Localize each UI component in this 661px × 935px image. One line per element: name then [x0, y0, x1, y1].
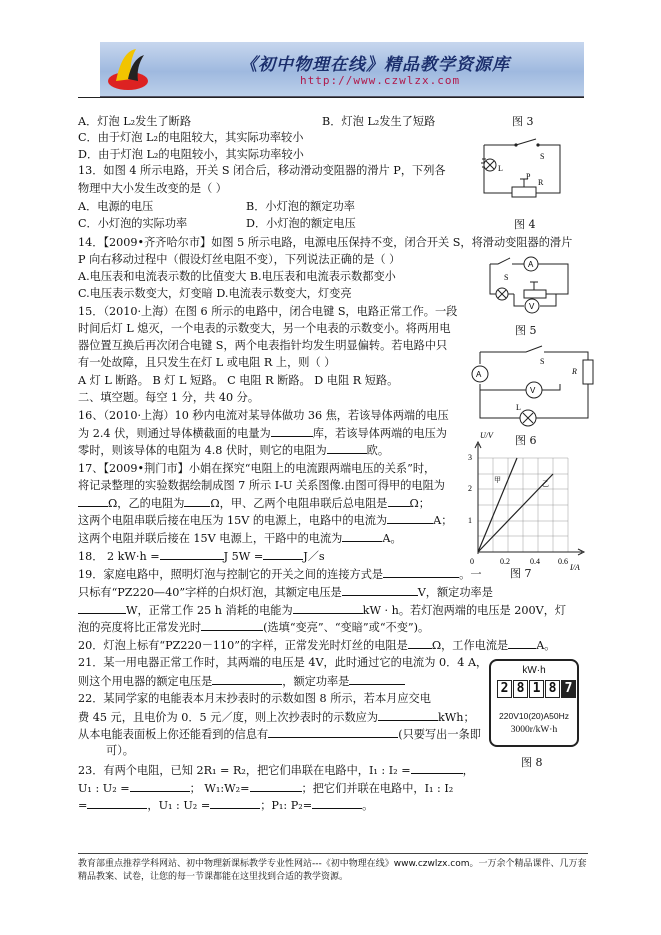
fig6-label-v: V — [530, 386, 536, 395]
q19-blank-2[interactable] — [342, 584, 418, 596]
fig7-ytick-3: 3 — [468, 453, 472, 462]
banner-title: 《初中物理在线》精品教学资源库 — [240, 55, 510, 75]
q13-stem-2: 物理中大小发生改变的是（ ） — [78, 182, 227, 195]
fig7-xtick-0: 0 — [470, 557, 474, 566]
footer-text: 教育部重点推荐学科网站、初中物理新课标教学专业性网站---《初中物理在线》www.czwlzx.com。一万余个精品课件、几万套精品教案、试卷，让您的每一节课都能在这里找到合适的教学资源。 — [78, 859, 587, 882]
fig6-label-a: A — [476, 370, 482, 379]
q14-stem-2: P 向右移动过程中（假设灯丝电阻不变），下列说法正确的是（ ） — [78, 253, 401, 266]
q15-stem-2: 时间后灯 L 熄灭，一个电表的示数变大，另一个电表的示数变小。将两用电 — [78, 322, 451, 335]
q19-blank-4[interactable] — [293, 602, 363, 614]
fig3-caption: 图 3 — [512, 115, 534, 128]
q18-blank-2[interactable] — [263, 548, 303, 560]
fig4-label-l: L — [498, 164, 503, 173]
fig6-caption: 图 6 — [515, 434, 537, 447]
fig6-circuit-diagram — [470, 340, 600, 430]
q23-stem-3: = ，U₁ : U₂ = ；P₁: P₂= 。 — [78, 799, 374, 812]
q22-stem-3: 从本电能表面板上你还能看到的信息有 (只要写出一条即 — [78, 728, 481, 741]
fig7-line-yi: 乙 — [542, 480, 549, 488]
fig7-xtick-06: 0.6 — [558, 557, 568, 566]
q22-stem-2: 费 45 元，且电价为 0．5 元／度，则上次抄表时的示数应为 kWh； — [78, 711, 475, 724]
fig5-label-s: S — [504, 273, 509, 282]
meter-digit: 8 — [545, 680, 560, 698]
q17-stem-2: 将记录整理的实验数据绘制成图 7 所示 I-U 关系图像.由图可得甲的电阻为 — [78, 479, 445, 492]
footer-rule — [78, 853, 588, 854]
q13-option-c: C．小灯泡的实际功率 — [78, 217, 188, 230]
fig7-xtick-04: 0.4 — [530, 557, 540, 566]
q19-blank-3[interactable] — [78, 602, 126, 614]
q23-blank-5[interactable] — [210, 797, 260, 809]
q21-stem-1: 21．某一用电器正常工作时，其两端的电压是 4V，此时通过它的电流为 0．4 A， — [78, 656, 488, 669]
q18-blank-1[interactable] — [160, 548, 224, 560]
q20-blank-1[interactable] — [408, 637, 432, 649]
q13-option-d: D．小灯泡的额定电压 — [246, 217, 356, 230]
q19-blank-5[interactable] — [201, 619, 263, 631]
fig7-caption: 图 7 — [510, 567, 532, 580]
q22-blank-1[interactable] — [378, 709, 438, 721]
fig7-y-axis-label: U/V — [480, 431, 493, 440]
meter-digit: 2 — [497, 680, 512, 698]
q14-options-ab: A.电压表和电流表示数的比值变大 B.电压表和电流表示数都变小 — [78, 270, 396, 283]
meter-digit: 8 — [513, 680, 528, 698]
fig7-line-jia: 甲 — [494, 476, 501, 484]
q19-stem-2: 只标有“PZ220—40”字样的白炽灯泡，其额定电压是 V，额定功率是 — [78, 586, 493, 599]
fig4-circuit-diagram — [476, 135, 566, 215]
q19-stem-1: 19．家庭电路中，照明灯泡与控制它的开关之间的连接方式是 。一 — [78, 568, 482, 581]
q17-blank-2[interactable] — [184, 495, 210, 507]
fig7-ui-graph — [458, 424, 588, 576]
q15-stem-1: 15．（2010·上海）在图 6 所示的电路中，闭合电键 S，电路正常工作。一段 — [78, 305, 458, 318]
q14-stem-1: 14．【2009•齐齐哈尔市】如图 5 所示电路，电源电压保持不变，闭合开关 S，将滑动变阻器的滑片 — [78, 236, 573, 249]
fig4-label-s: S — [540, 152, 545, 161]
fig4-label-p: P — [526, 172, 531, 181]
fig5-circuit-diagram — [484, 254, 576, 324]
fig7-ytick-2: 2 — [468, 484, 472, 493]
q23-blank-4[interactable] — [87, 797, 147, 809]
q23-blank-6[interactable] — [312, 797, 362, 809]
q16-stem-3: 零时，则该导体的电阻为 4.8 伏时，则它的电阻为 欧。 — [78, 444, 390, 457]
section-2-heading: 二、填空题。每空 1 分，共 40 分。 — [78, 391, 260, 404]
q22-stem-1: 22．某同学家的电能表本月末抄表时的示数如图 8 所示，若本月应交电 — [78, 692, 431, 705]
meter-rating: 220V10(20)A50Hz — [499, 711, 569, 721]
fig5-caption: 图 5 — [515, 324, 537, 337]
q17-stem-4: 这两个电阻串联后接在电压为 15V 的电源上，电路中的电流为 A； — [78, 514, 453, 527]
fig6-label-r: R — [572, 367, 577, 376]
q23-blank-2[interactable] — [130, 780, 190, 792]
q12-option-b: B．灯泡 L₂发生了短路 — [322, 115, 436, 128]
fig5-label-v: V — [529, 302, 535, 311]
q16-blank-1[interactable] — [271, 425, 313, 437]
q21-blank-1[interactable] — [212, 673, 282, 685]
q12-option-c: C．由于灯泡 L₂的电阻较大，其实际功率较小 — [78, 131, 304, 144]
site-logo-icon — [106, 45, 150, 91]
q12-option-a: A．灯泡 L₂发生了断路 — [78, 115, 192, 128]
meter-digit: 1 — [529, 680, 544, 698]
q14-options-cd: C.电压表示数变大，灯变暗 D.电流表示数变大，灯变亮 — [78, 287, 352, 300]
meter-constant: 3000r/kW·h — [510, 725, 558, 735]
q17-blank-5[interactable] — [342, 530, 382, 542]
q16-stem-2: 为 2.4 伏，则通过导体横截面的电量为 库，若该导体两端的电压为 — [78, 427, 447, 440]
q15-stem-4: 有一处故障，且只发生在灯 L 或电阻 R 上，则（ ） — [78, 356, 336, 369]
fig5-label-a: A — [528, 260, 534, 269]
fig8-caption: 图 8 — [521, 756, 543, 769]
meter-unit: kW·h — [522, 665, 546, 676]
q23-stem-1: 23．有两个电阻，已知 2R₁ = R₂，把它们串联在电路中，I₁ : I₂ = ， — [78, 764, 474, 777]
q18-stem: 18． 2 kW·h = J 5W = J／s — [78, 550, 325, 563]
meter-reading — [497, 680, 576, 698]
q20-blank-2[interactable] — [508, 637, 536, 649]
q13-stem-1: 13．如图 4 所示电路，开关 S 闭合后，移动滑动变阻器的滑片 P，下列各 — [78, 164, 446, 177]
q12-option-d: D．由于灯泡 L₂的电阻较小，其实际功率较小 — [78, 148, 304, 161]
q22-blank-2[interactable] — [268, 726, 398, 738]
q17-blank-4[interactable] — [387, 512, 433, 524]
q23-blank-1[interactable] — [411, 762, 463, 774]
q13-option-a: A．电源的电压 — [78, 200, 154, 213]
q21-blank-2[interactable] — [349, 673, 405, 685]
q20-stem: 20．灯泡上标有“PZ220－110”的字样，正常发光时灯丝的电阻是 Ω，工作电流是 A。 — [78, 639, 556, 652]
q17-stem-3: Ω，乙的电阻为 Ω，甲、乙两个电阻串联后总电阻是 Ω； — [78, 495, 430, 511]
fig6-label-s: S — [540, 357, 545, 366]
banner-url[interactable]: http://www.czwlzx.com — [300, 74, 461, 87]
q15-options: A 灯 L 断路。 B 灯 L 短路。 C 电阻 R 断路。 D 电阻 R 短路。 — [78, 374, 399, 387]
fig4-label-r: R — [538, 178, 544, 187]
q17-stem-1: 17、【2009•荆门市】小娟在探究“电阻上的电流跟两端电压的关系”时， — [78, 462, 436, 475]
meter-digit-decimal: 7 — [561, 680, 576, 698]
q16-stem-1: 16、（2010·上海）10 秒内电流对某导体做功 36 焦，若该导体两端的电压 — [78, 409, 449, 422]
q19-stem-4: 泡的亮度将比正常发光时 (选填“变亮”、“变暗”或“不变”)。 — [78, 621, 430, 634]
q13-option-b: B．小灯泡的额定功率 — [246, 200, 355, 213]
q17-stem-5: 这两个电阻并联后接在 15V 电源上，干路中的电流为 A。 — [78, 532, 402, 545]
site-banner — [100, 42, 584, 98]
fig7-x-axis-label: I/A — [570, 563, 580, 572]
q23-blank-3[interactable] — [250, 780, 302, 792]
fig7-ytick-1: 1 — [468, 516, 472, 525]
q19-stem-3: W，正常工作 25 h 消耗的电能为 kW · h。若灯泡两端的电压是 200V，灯 — [78, 602, 566, 618]
q17-blank-1[interactable] — [78, 495, 108, 507]
q15-stem-3: 器位置互换后再次闭合电键 S，两个电表指针均发生明显偏转。若电路中只 — [78, 339, 448, 352]
fig4-caption: 图 4 — [514, 218, 536, 231]
q16-blank-2[interactable] — [327, 442, 367, 454]
fig8-energy-meter — [489, 659, 579, 747]
q23-stem-2: U₁ : U₂ = ； W₁:W₂= ；把它们并联在电路中，I₁ : I₂ — [78, 782, 454, 795]
q22-stem-4: 可）。 — [106, 744, 134, 757]
q19-blank-1[interactable] — [383, 566, 459, 578]
q21-stem-2: 则这个用电器的额定电压是 ，额定功率是 — [78, 673, 405, 689]
header-rule — [78, 97, 584, 98]
fig7-xtick-02: 0.2 — [500, 557, 510, 566]
q17-blank-3[interactable] — [388, 495, 410, 507]
fig6-label-l: L — [516, 403, 521, 412]
